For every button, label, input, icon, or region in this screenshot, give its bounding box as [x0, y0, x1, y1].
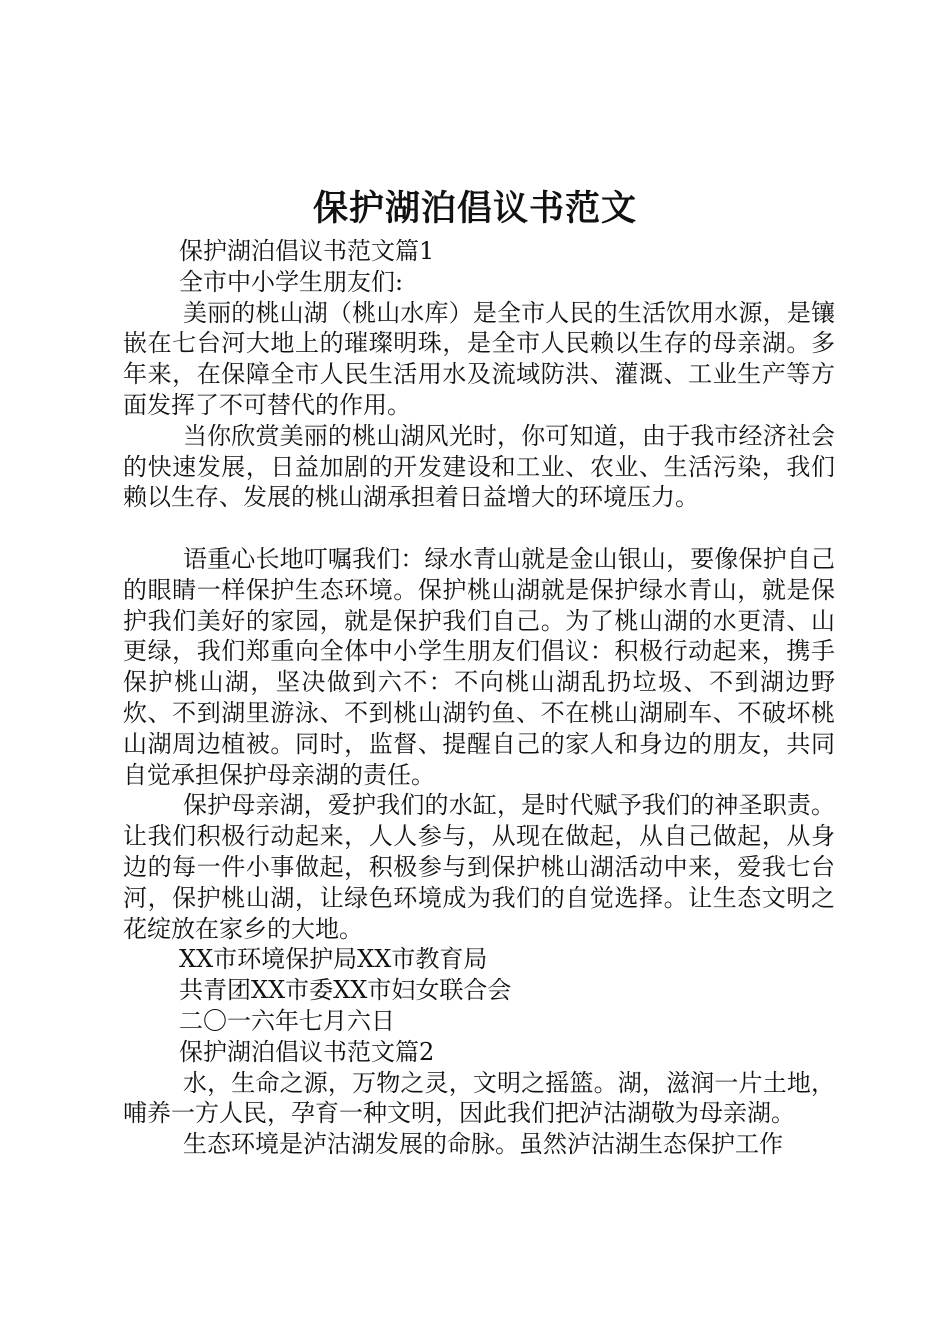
document-body [123, 236, 835, 1160]
paragraph: 生态环境是泸沽湖发展的命脉。虽然泸沽湖生态保护工作 [183, 1130, 783, 1159]
date-line: 二〇一六年七月六日 [179, 1006, 395, 1035]
paragraph: 语重心长地叮嘱我们：绿水青山就是金山银山，要像保护自己的眼睛一样保护生态环境。保护桃山湖就是保护绿水青山，就是保护我们美好的家园，就是保护我们自己。为了桃山湖的水更清、山更绿，我们郑重向全体中小学生朋友们倡议：积极行动起来，携手保护桃山湖，坚决做到六不：不向桃山湖乱扔垃圾、不到湖边野炊、不到湖里游泳、不到桃山湖钓鱼、不在桃山湖刷车、不破坏桃山湖周边植被。同时，监督、提醒自己的家人和身边的朋友，共同自觉承担保护母亲湖的责任。 [123, 544, 835, 789]
signature-line: XX市环境保护局XX市教育局 [179, 945, 488, 974]
paragraph: 保护母亲湖，爱护我们的水缸，是时代赋予我们的神圣职责。让我们积极行动起来，人人参与，从现在做起，从自己做起，从身边的每一件小事做起，积极参与到保护桃山湖活动中来，爱我七台河，保护桃山湖，让绿色环境成为我们的自觉选择。让生态文明之花绽放在家乡的大地。 [123, 791, 835, 943]
paragraph: 美丽的桃山湖（桃山水库）是全市人民的生活饮用水源，是镶嵌在七台河大地上的璀璨明珠，是全市人民赖以生存的母亲湖。多年来，在保障全市人民生活用水及流域防洪、灌溉、工业生产等方面发挥了不可替代的作用。 [123, 298, 835, 419]
paragraph: 当你欣赏美丽的桃山湖风光时，你可知道，由于我市经济社会的快速发展，日益加剧的开发建设和工业、农业、生活污染，我们赖以生存、发展的桃山湖承担着日益增大的环境压力。 [123, 421, 835, 512]
blank-line [123, 513, 835, 544]
document-title: 保护湖泊倡议书范文 [312, 188, 637, 229]
paragraph: 水，生命之源，万物之灵，文明之摇篮。湖，滋润一片土地，哺养一方人民，孕育一种文明，因此我们把泸沽湖敬为母亲湖。 [123, 1068, 835, 1128]
greeting: 全市中小学生朋友们: [179, 267, 404, 296]
section-heading-2: 保护湖泊倡议书范文篇2 [179, 1037, 435, 1066]
signature-line: 共青团XX市委XX市妇女联合会 [179, 976, 512, 1005]
section-heading-1: 保护湖泊倡议书范文篇1 [179, 237, 435, 265]
